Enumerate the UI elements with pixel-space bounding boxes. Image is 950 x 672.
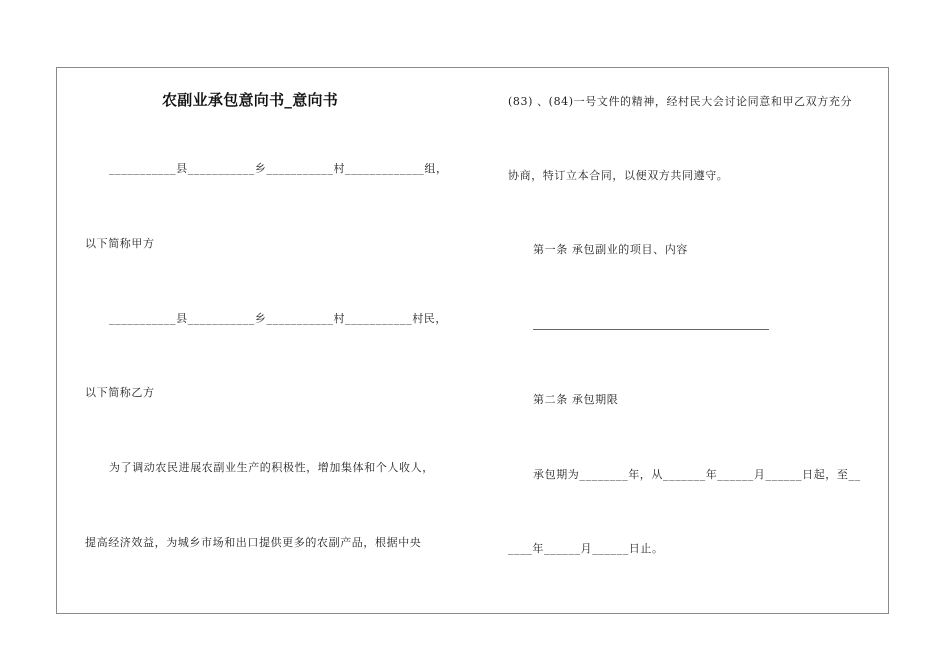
term-line-1: 承包期为________年，从_______年______月______日起，至__: [533, 468, 861, 481]
preamble-line-3: (83) 、(84)一号文件的精神，经村民大会讨论同意和甲乙双方充分: [508, 95, 853, 108]
party-a-label: 以下简称甲方: [85, 237, 155, 250]
preamble-line-2: 提高经济效益，为城乡市场和出口提供更多的农副产品，根据中央: [85, 536, 422, 549]
party-b-label: 以下简称乙方: [85, 386, 155, 399]
party-b-address-line: ___________县___________乡___________村___________村民，: [109, 312, 447, 325]
party-a-address-line: ___________县___________乡___________村_____________组，: [109, 162, 448, 175]
preamble-line-1: 为了调动农民进展农副业生产的积极性，增加集体和个人收人，: [109, 461, 434, 474]
document-title: 农副业承包意向书_意向书: [162, 91, 339, 109]
document-page: [56, 67, 889, 614]
article-1-blank-line: [533, 329, 769, 330]
article-1-heading: 第一条 承包副业的项目、内容: [533, 243, 688, 256]
preamble-line-4: 协商，特订立本合同，以便双方共同遵守。: [508, 169, 729, 182]
article-2-heading: 第二条 承包期限: [533, 393, 619, 406]
term-line-2: ____年______月______日止。: [508, 542, 664, 555]
